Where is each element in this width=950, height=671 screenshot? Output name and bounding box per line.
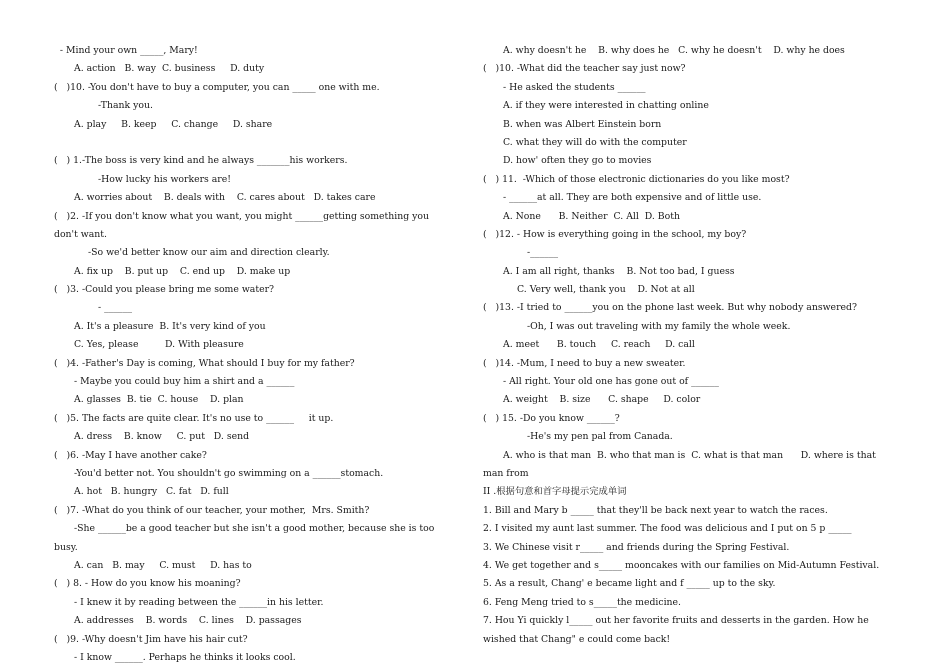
text-line: A. action B. way C. business D. duty	[74, 63, 265, 75]
question-line: ( )5. The facts are quite clear. It's no use to ______ it up.	[54, 412, 334, 424]
options-line: A. dress B. know C. put D. send	[74, 431, 250, 443]
options-line: A. why doesn't he B. why does he C. why he doesn't D. why he does	[503, 45, 845, 56]
options-line: A. meet B. touch C. reach D. call	[503, 339, 695, 351]
question-line: ( )4. -Father's Day is coming, What should I buy for my father?	[54, 357, 355, 369]
options-line: C. what they will do with the computer	[503, 136, 687, 148]
fill-in-sentence: 6. Feng Meng tried to s_____the medicine.	[483, 596, 681, 608]
options-line: A. hot B. hungry C. fat D. full	[74, 486, 229, 498]
text-line: - He asked the students ______	[503, 81, 646, 93]
right-column	[483, 42, 895, 649]
options-line: A. worries about B. deals with C. cares about D. takes care	[74, 192, 376, 204]
text-line: -You'd better not. You shouldn't go swimming on a ______stomach.	[74, 467, 384, 479]
question-line: ( ) 8. - How do you know his moaning?	[54, 578, 241, 590]
question-line: ( )13. -I tried to ______you on the phone last week. But why nobody answered?	[483, 302, 857, 314]
options-line: A. who is that man B. who that man is C. what is that man D. where is that	[503, 449, 876, 461]
options-line: A. addresses B. words C. lines D. passages	[74, 615, 302, 627]
fill-in-sentence: 2. I visited my aunt last summer. The food was delicious and I put on 5 p _____	[483, 523, 852, 535]
options-line: A. I am all right, thanks B. Not too bad, I guess	[503, 265, 735, 277]
text-line: don't want.	[54, 228, 107, 240]
text-line: - I know ______. Perhaps he thinks it looks cool.	[74, 651, 296, 663]
options-line: A. play B. keep C. change D. share	[74, 118, 273, 130]
question-line: ( )3. -Could you please bring me some water?	[54, 284, 274, 296]
text-line: -______	[527, 247, 559, 259]
left-column	[54, 42, 466, 667]
fill-in-sentence: wished that Chang" e could come back!	[483, 633, 671, 645]
question-line: ( )14. -Mum, I need to buy a new sweater.	[483, 357, 686, 369]
question-line: ( )10. -You don't have to buy a computer, you can _____ one with me.	[54, 81, 380, 93]
text-line: - ______	[98, 302, 132, 314]
options-line: A. can B. may C. must D. has to	[74, 559, 252, 571]
text-line: busy.	[54, 541, 78, 553]
options-line: A. It's a pleasure B. It's very kind of you	[74, 320, 266, 332]
text-line: -How lucky his workers are!	[98, 173, 231, 185]
text-line: - Mind your own _____, Mary!	[54, 45, 198, 56]
text-line: man from	[483, 467, 529, 479]
question-line: ( )7. -What do you think of our teacher, your mother, Mrs. Smith?	[54, 504, 370, 516]
options-line: A. None B. Neither C. All D. Both	[503, 210, 680, 222]
options-line: A. glasses B. tie C. house D. plan	[74, 394, 244, 406]
section-heading: II .根据句意和首字母提示完成单词	[483, 486, 627, 498]
fill-in-sentence: 4. We get together and s_____ mooncakes with our families on Mid-Autumn Festival.	[483, 559, 880, 571]
question-line: ( ) 11. -Which of those electronic dictionaries do you like most?	[483, 173, 790, 185]
text-line: -He's my pen pal from Canada.	[527, 431, 673, 443]
question-line: ( )6. -May I have another cake?	[54, 449, 207, 461]
options-line: C. Yes, please D. With pleasure	[74, 339, 244, 351]
options-line: D. how' often they go to movies	[503, 155, 652, 167]
options-line: A. weight B. size C. shape D. color	[503, 394, 701, 406]
text-line: -Thank you.	[98, 100, 153, 112]
options-line: A. if they were interested in chatting online	[503, 100, 709, 112]
question-line: ( )10. -What did the teacher say just now?	[483, 63, 686, 75]
question-line: ( ) 15. -Do you know ______?	[483, 412, 620, 424]
text-line: - All right. Your old one has gone out of ______	[503, 376, 719, 388]
text-line: -She ______be a good teacher but she isn't a good mother, because she is too	[74, 523, 435, 535]
options-line: A. fix up B. put up C. end up D. make up	[74, 265, 291, 277]
question-line: ( ) 1.-The boss is very kind and he always _______his workers.	[54, 155, 348, 167]
fill-in-sentence: 3. We Chinese visit r_____ and friends during the Spring Festival.	[483, 541, 790, 553]
question-line: ( )9. -Why doesn't Jim have his hair cut?	[54, 633, 248, 645]
question-line: ( )2. -If you don't know what you want, you might ______getting something you	[54, 210, 429, 222]
fill-in-sentence: 5. As a result, Chang' e became light and f _____ up to the sky.	[483, 578, 776, 590]
blank-line	[54, 134, 466, 152]
question-line: ( )12. - How is everything going in the school, my boy?	[483, 228, 747, 240]
fill-in-sentence: 7. Hou Yi quickly l_____ out her favorite fruits and desserts in the garden. How he	[483, 615, 869, 627]
text-line: -Oh, I was out traveling with my family the whole week.	[527, 320, 791, 332]
text-line: -So we'd better know our aim and direction clearly.	[88, 247, 330, 259]
options-line: C. Very well, thank you D. Not at all	[517, 284, 695, 296]
text-line: - I knew it by reading between the ______in his letter.	[74, 596, 324, 608]
text-line: - ______at all. They are both expensive and of little use.	[503, 192, 762, 204]
fill-in-sentence: 1. Bill and Mary b _____ that they'll be back next year to watch the races.	[483, 504, 828, 516]
text-line: - Maybe you could buy him a shirt and a ______	[74, 376, 295, 388]
options-line: B. when was Albert Einstein born	[503, 118, 662, 130]
